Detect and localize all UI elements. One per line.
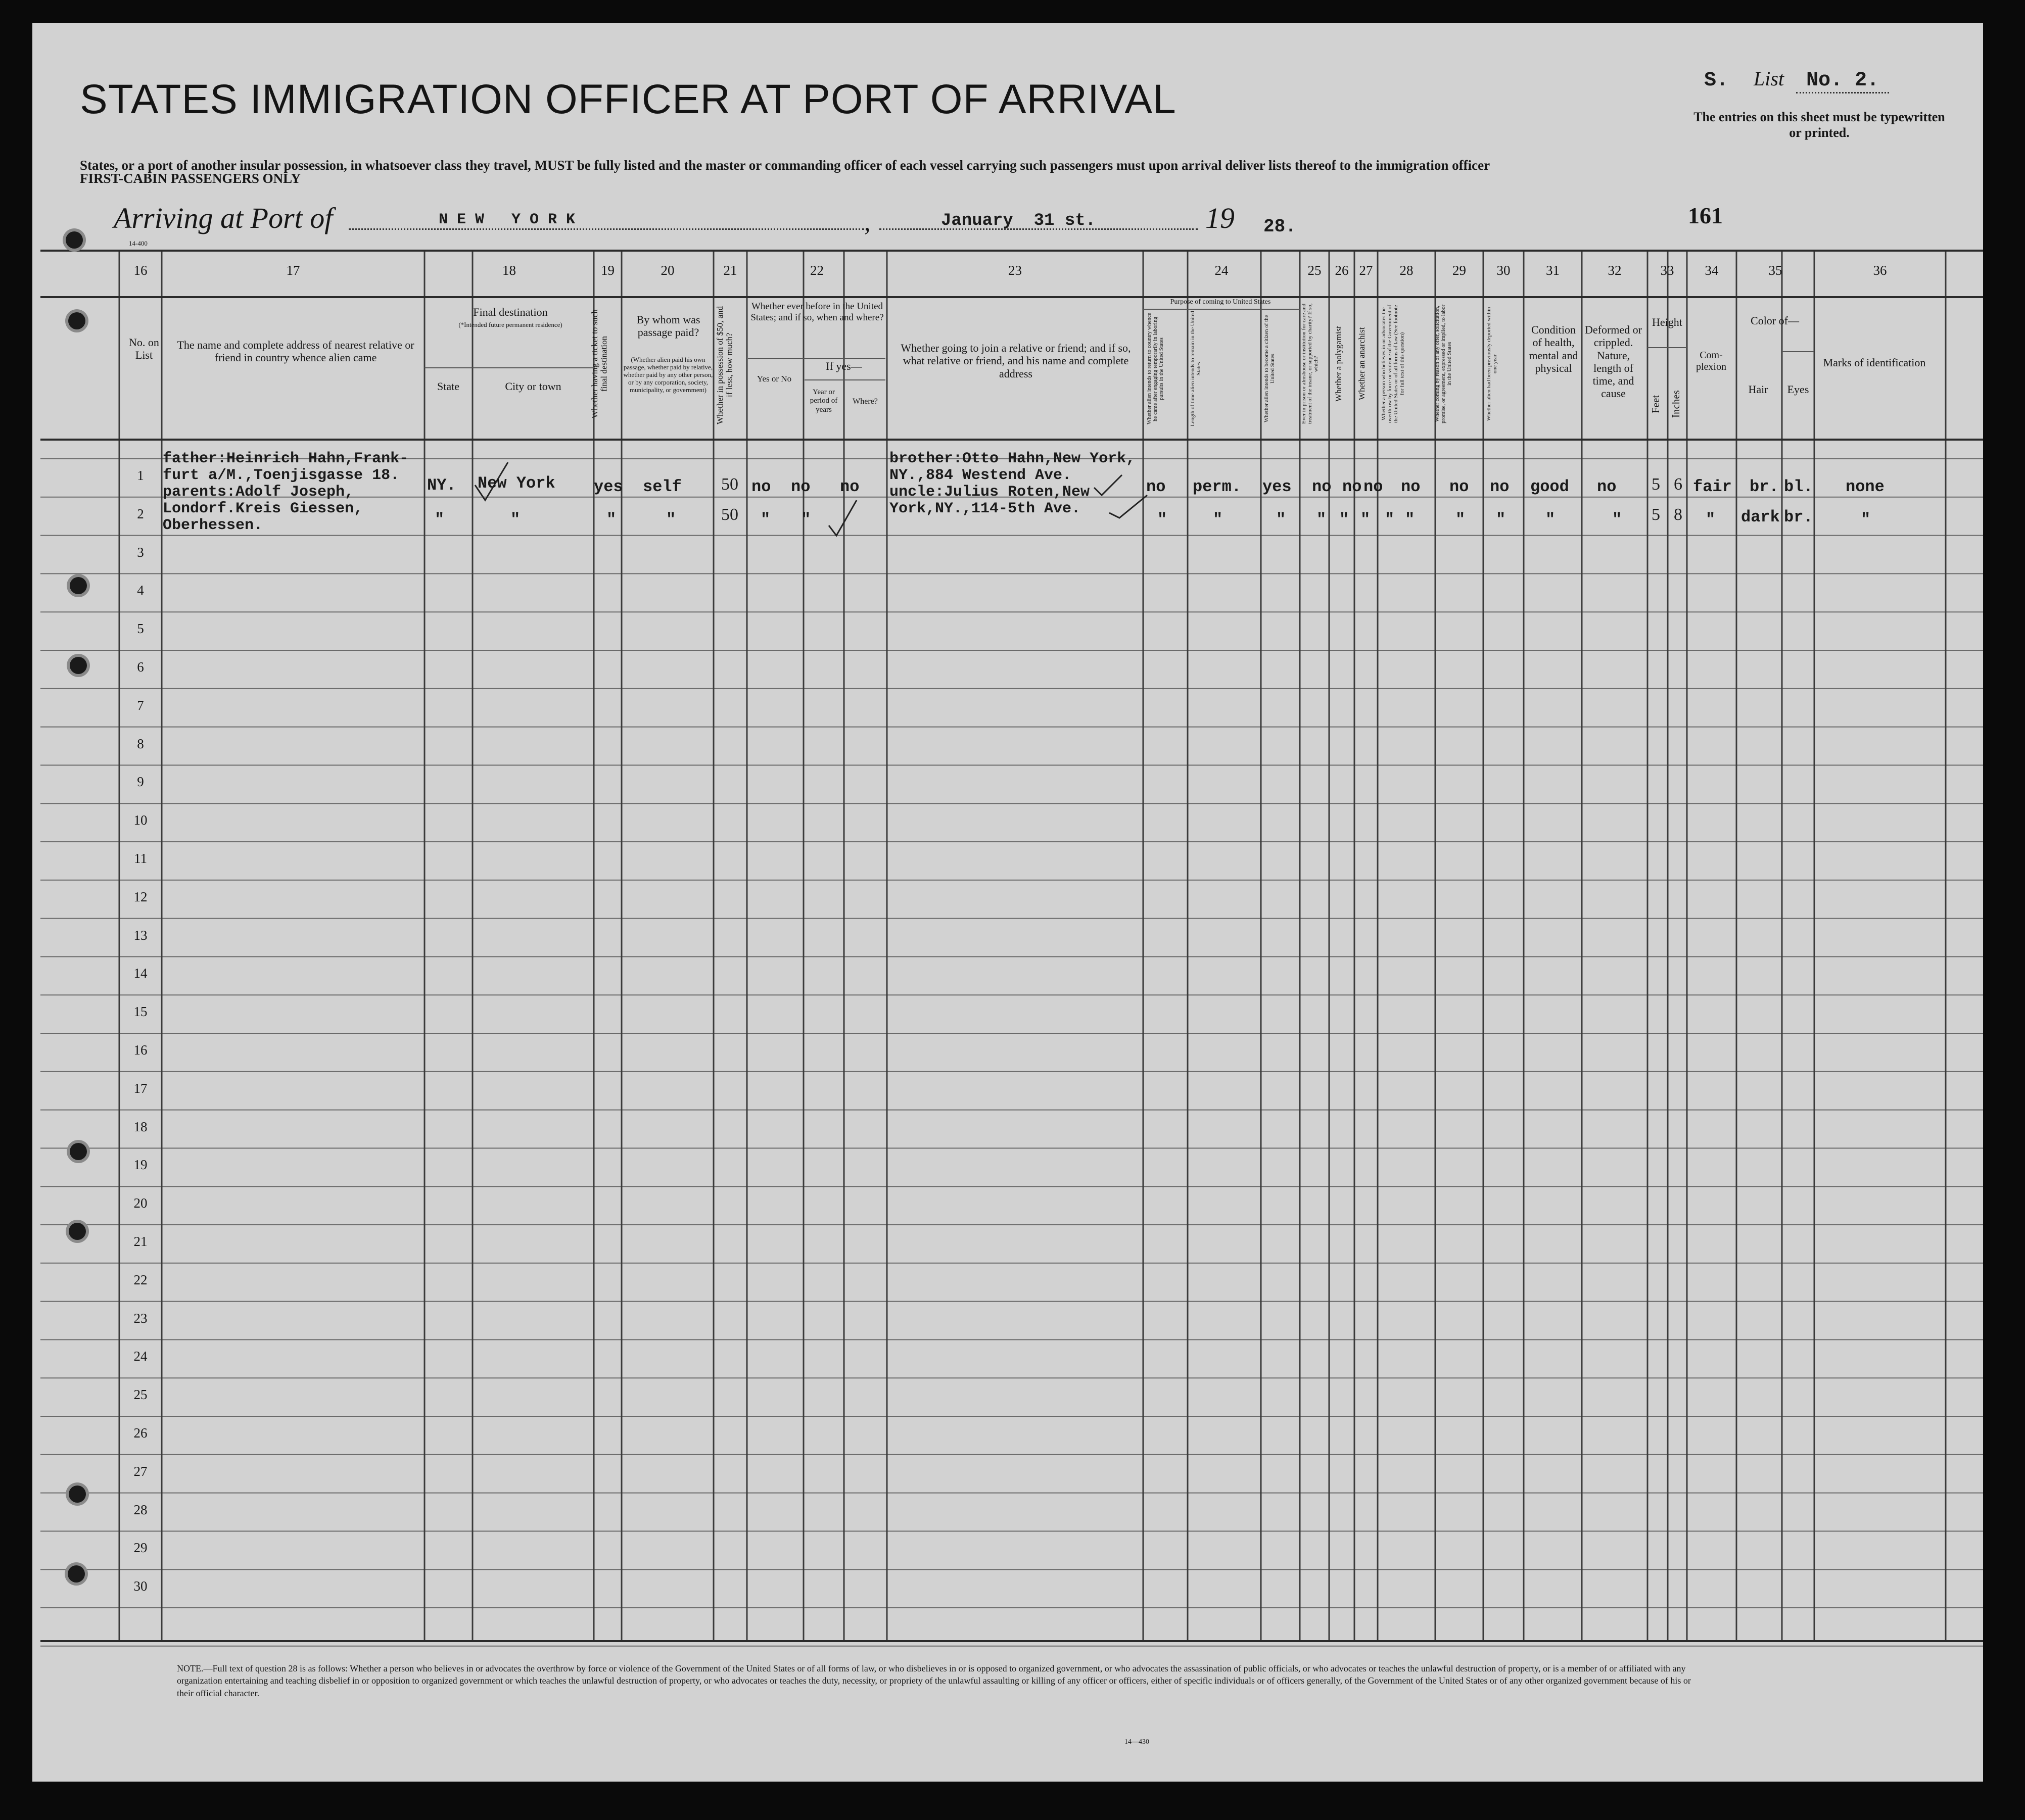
punch-hole (68, 312, 85, 329)
subtitle: States, or a port of another insular possession, in whatsoever class they travel, MUST be fully listed and the master or commanding officer of each vessel carrying such passengers must upon arrival deliver lists thereof to the immigration officer (80, 158, 1490, 173)
ditto-mark: " (666, 510, 676, 529)
row-number: 26 (133, 1425, 148, 1441)
typewritten-notice: The entries on this sheet must be typewritten or printed. (1693, 110, 1945, 140)
header-hair: Hair (1748, 383, 1768, 396)
marks-cell: none (1846, 477, 1885, 496)
header-final-destination: Final destination (473, 306, 548, 318)
year-suffix: 28. (1263, 216, 1296, 237)
punch-hole (70, 657, 87, 674)
deformed-cell: no (1597, 477, 1617, 496)
header-eyes: Eyes (1787, 383, 1809, 396)
ditto-mark: " (761, 510, 771, 529)
class-line: FIRST-CABIN PASSENGERS ONLY (80, 171, 301, 186)
joining-line: uncle:Julius Roten,New (889, 484, 1090, 501)
row-number: 28 (133, 1502, 148, 1517)
ticket-cell: yes (594, 477, 623, 496)
ditto-mark: " (1157, 510, 1167, 529)
header-purpose-length: Length of time alien intends to remain in the United States (1190, 311, 1202, 427)
relative-line: Londorf.Kreis Giessen, (163, 500, 363, 517)
row-number: 7 (137, 697, 144, 713)
header-yes-no: Yes or No (757, 374, 792, 384)
page-number: 161 (1688, 203, 1723, 228)
header-ever-before: Whether ever before in the United States; and if so, when and where? (750, 301, 884, 323)
ditto-mark: " (1861, 510, 1871, 529)
ditto-mark: " (1455, 510, 1466, 529)
header-by-whom: By whom was passage paid? (636, 313, 700, 339)
column-number: 20 (661, 263, 675, 278)
row-number: 2 (137, 506, 144, 521)
row-number: 5 (137, 621, 144, 637)
header-joining: Whether going to join a relative or friend; and if so, what relative or friend, and his name and complete address (901, 342, 1131, 380)
feet-cell: 5 (1652, 505, 1660, 524)
header-if-yes: If yes— (826, 360, 862, 372)
header-complexion: Com- plexion (1696, 350, 1726, 372)
column-number: 32 (1608, 263, 1622, 278)
nearest-relative-text (163, 451, 408, 534)
row-number: 16 (133, 1042, 148, 1058)
header-anarchist: Whether an anarchist (1357, 327, 1367, 401)
punch-hole (66, 231, 83, 249)
relative-line: parents:Adolf Joseph, (163, 484, 354, 501)
punch-hole (68, 1565, 85, 1583)
row-number: 3 (137, 544, 144, 560)
column-number: 27 (1359, 263, 1373, 278)
column-number: 28 (1399, 263, 1414, 278)
header-purpose: Purpose of coming to United States (1170, 298, 1271, 306)
header-ticket: Whether having a ticket to such final destination (590, 309, 609, 418)
comma: , (864, 208, 871, 236)
row-number: 30 (133, 1578, 148, 1594)
row-number: 1 (137, 468, 144, 483)
list-prefix: S. (1704, 69, 1729, 92)
hair-cell: br. (1750, 477, 1779, 496)
ditto-mark: " (1545, 510, 1556, 529)
c30-cell: no (1490, 477, 1510, 496)
relative-line: Oberhessen. (163, 517, 263, 534)
year-prefix: 19 (1205, 202, 1235, 234)
punch-hole (69, 1223, 86, 1240)
row-number: 12 (133, 889, 148, 904)
header-state: State (437, 380, 459, 393)
row-number: 29 (133, 1540, 148, 1556)
header-purpose-return: Whether alien intends to return to country whence he came after engaging temporarily in laboring pursuits in the United States (1146, 313, 1165, 425)
ditto-mark: " (1316, 510, 1327, 529)
row-number: 9 (137, 774, 144, 790)
row-number: 8 (137, 736, 144, 751)
money-cell: 50 (721, 475, 738, 494)
ditto-mark: " (1612, 510, 1622, 529)
condition-cell: good (1530, 477, 1569, 496)
row-number: 13 (133, 927, 148, 943)
purpose-return-cell: no (1146, 477, 1166, 496)
row-number: 19 (133, 1157, 148, 1173)
paid-by-cell: self (643, 477, 682, 496)
row-number: 6 (137, 659, 144, 675)
column-number: 23 (1008, 263, 1022, 278)
header-height: Height (1652, 316, 1682, 328)
punch-hole (70, 577, 87, 594)
column-number: 16 (133, 263, 148, 278)
inches-cell: 6 (1674, 475, 1682, 494)
c29-cell: no (1449, 477, 1469, 496)
year-cell: no (791, 477, 811, 496)
page-title: STATES IMMIGRATION OFFICER AT PORT OF ARRIVAL (80, 76, 1176, 122)
ditto-mark: " (1706, 510, 1716, 529)
city-cell: New York (478, 474, 555, 493)
eyes-cell: bl. (1784, 477, 1813, 496)
ditto-mark: " (435, 510, 445, 529)
c26-cell: no (1342, 477, 1362, 496)
money-cell: 50 (721, 505, 738, 524)
header-nearest-relative: The name and complete address of nearest relative or friend in country whence alien came (177, 339, 414, 364)
row-number: 14 (133, 966, 148, 981)
column-number: 29 (1452, 263, 1466, 278)
header-possession: Whether in possession of $50, and if less, how much? (715, 306, 734, 424)
form-code: 14-400 (129, 240, 148, 247)
hair-cell: dark (1741, 508, 1780, 526)
header-marks: Marks of identification (1823, 356, 1926, 369)
state-cell: NY. (427, 476, 456, 495)
header-feet: Feet (1650, 395, 1662, 414)
c28-cell: no (1401, 477, 1421, 496)
header-deformed: Deformed or crippled. Nature, length of time, and cause (1584, 323, 1642, 400)
column-number: 34 (1705, 263, 1719, 278)
column-number: 21 (723, 263, 737, 278)
row-number: 18 (133, 1119, 148, 1134)
column-number: 17 (286, 263, 300, 278)
joining-line: York,NY.,114-5th Ave. (889, 500, 1081, 517)
c25-cell: no (1312, 477, 1332, 496)
inches-cell: 8 (1674, 505, 1682, 524)
relative-line: father:Heinrich Hahn,Frank- (163, 450, 409, 467)
row-number: 11 (134, 851, 147, 866)
header-condition: Condition of health, mental and physical (1529, 323, 1578, 374)
list-number-value: No. 2. (1796, 69, 1889, 93)
ditto-mark: " (1496, 510, 1506, 529)
row-number: 24 (133, 1349, 148, 1364)
ditto-mark: " (1405, 510, 1415, 529)
column-number: 22 (810, 263, 824, 278)
ditto-mark: " (606, 510, 617, 529)
column-number: 30 (1496, 263, 1511, 278)
ditto-mark: " (801, 510, 811, 529)
joining-relative-text (889, 451, 1135, 517)
column-number: 33 (1660, 263, 1674, 278)
row-number: 10 (133, 812, 148, 828)
header-col30: Whether alien had been previously deported within one year (1486, 307, 1498, 421)
header-purpose-citizen: Whether alien intends to become a citizen of the United States (1263, 315, 1276, 423)
row-number: 25 (133, 1387, 148, 1403)
header-inches: Inches (1670, 390, 1682, 418)
row-number: 27 (133, 1463, 148, 1479)
header-col29: Whether coming by reason of any offer, solicitation, promise, or agreement, expressed or implied, to labor in the United States (1434, 304, 1453, 423)
header-col28: Whether a person who believes in or advocates the overthrow by force or violence of the Government of the United States or of all forms of law (See footnote for full text of this question) (1381, 305, 1405, 423)
ditto-mark: " (1213, 510, 1223, 529)
header-color-of: Color of— (1751, 314, 1799, 327)
footnote: NOTE.—Full text of question 28 is as follows: Whether a person who believes in or advocates the overthrow by force or violence of the Government of the United States or of all forms of law, or who disbelieves in or is opposed to organized government, or who advocates the assassination of public officials, or who advocates or teaches the unlawful destruction of property, or is a member of or affiliated with any organization entertaining and teaching disbelief in or opposition to organized government or which teaches the unlawful destruction of property, or who advocates or teaches the duty, necessity, or propriety of the unlawful assaulting or killing of any officer or officers, either of specific individuals or of officers generally, of the Government of the United States or of any other organized government because of his or their official character. (177, 1663, 1691, 1698)
header-col25: Ever in prison or almshouse or institution for care and treatment of the insane, or supported by charity? If so, which? (1301, 303, 1320, 424)
citizen-cell: yes (1262, 477, 1292, 496)
complexion-cell: fair (1693, 477, 1732, 496)
eyes-cell: br. (1784, 508, 1813, 526)
column-number: 31 (1546, 263, 1560, 278)
row-number: 17 (133, 1080, 148, 1096)
header-no-on-list: No. on List (129, 336, 159, 362)
row-number: 21 (133, 1234, 148, 1249)
feet-cell: 5 (1652, 475, 1660, 494)
date-value: January 31 st. (941, 211, 1096, 230)
ditto-mark: " (1385, 510, 1395, 529)
header-by-whom-note: (Whether alien paid his own passage, whether paid by relative, whether paid by any other person, or by any corporation, society, municipality, or government) (623, 356, 713, 394)
ditto-mark: " (1360, 510, 1371, 529)
relative-line: furt a/M.,Toenjisgasse 18. (163, 467, 400, 484)
where-cell: no (840, 477, 860, 496)
column-number: 18 (502, 263, 516, 278)
column-number: 24 (1214, 263, 1229, 278)
column-number: 36 (1873, 263, 1887, 278)
port-line (349, 227, 864, 230)
length-cell: perm. (1193, 477, 1242, 496)
column-number: 25 (1307, 263, 1322, 278)
row-number: 20 (133, 1195, 148, 1211)
punch-hole (69, 1486, 86, 1503)
header-where: Where? (853, 397, 878, 406)
column-number: 19 (601, 263, 615, 278)
header-year-period: Year or period of years (810, 388, 838, 414)
joining-line: brother:Otto Hahn,New York, (889, 450, 1136, 467)
punch-hole (70, 1143, 87, 1160)
ever-before-cell: no (751, 477, 771, 496)
ditto-mark: " (1339, 510, 1349, 529)
header-final-destination-note: (*Intended future permanent residence) (458, 321, 562, 328)
ditto-mark: " (510, 510, 521, 529)
joining-line: NY.,884 Westend Ave. (889, 467, 1072, 484)
c27-cell: no (1363, 477, 1383, 496)
row-number: 22 (133, 1272, 148, 1287)
list-label: List (1754, 67, 1784, 90)
footer-code: 14—430 (1124, 1738, 1149, 1746)
arriving-label: Arriving at Port of (114, 202, 333, 234)
header-city: City or town (505, 380, 561, 393)
row-number: 15 (133, 1004, 148, 1020)
port-value: N E W Y O R K (439, 211, 576, 228)
list-number (1704, 67, 1889, 92)
row-number: 4 (137, 583, 144, 598)
row-number: 23 (133, 1310, 148, 1326)
column-number: 35 (1768, 263, 1782, 278)
column-number: 26 (1335, 263, 1349, 278)
header-polygamist: Whether a polygamist (1334, 325, 1343, 402)
ditto-mark: " (1276, 510, 1286, 529)
